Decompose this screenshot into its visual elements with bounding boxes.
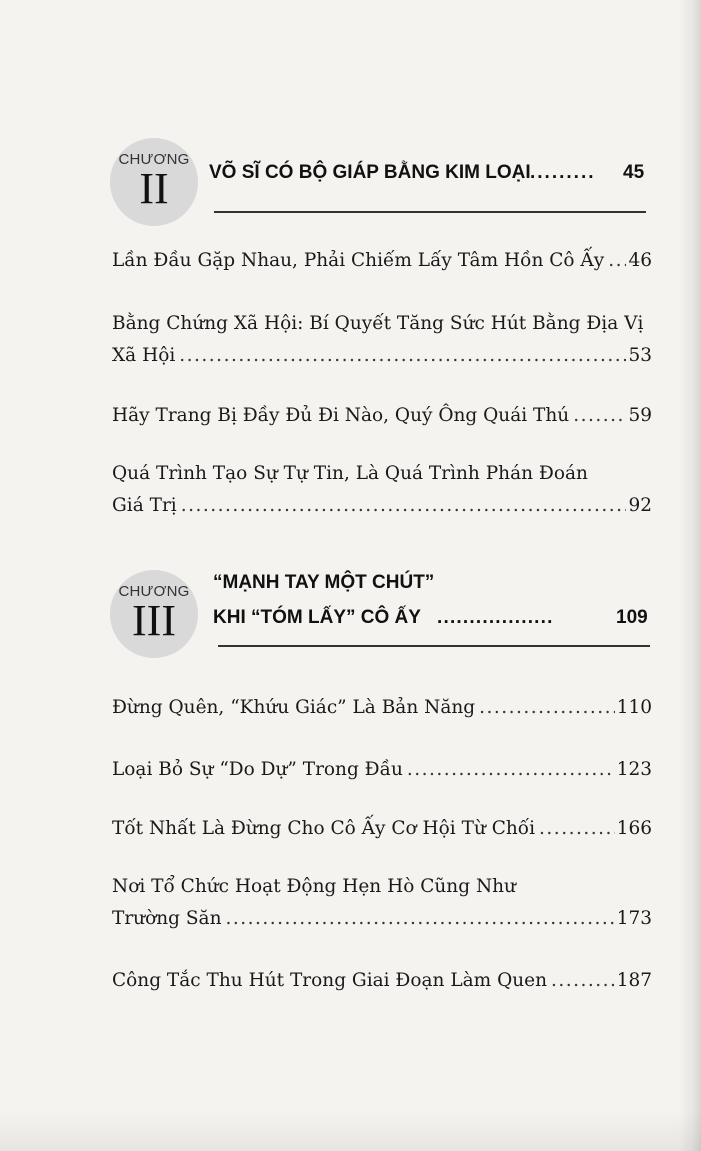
entry-page-number: 187	[616, 970, 652, 991]
entry-page-number: 166	[616, 818, 652, 839]
toc-entry[interactable]	[112, 463, 652, 525]
chapter-title-line-1: “MẠNH TAY MỘT CHÚT”	[213, 572, 435, 593]
entry-page-number: 110	[616, 697, 652, 718]
toc-entry[interactable]	[112, 697, 652, 727]
entry-title: Tốt Nhất Là Đừng Cho Cô Ấy Cơ Hội Từ Chối	[112, 818, 536, 839]
entry-title: Đừng Quên, “Khứu Giác” Là Bản Năng	[112, 697, 476, 718]
leader-dots	[539, 818, 615, 839]
entry-title: Loại Bỏ Sự “Do Dự” Trong Đầu	[112, 759, 403, 780]
chapter-leader-dots: ..................	[437, 607, 554, 628]
chapter-rule	[214, 211, 646, 213]
entry-title-line-2: Giá Trị	[112, 495, 177, 516]
toc-entry[interactable]	[112, 759, 652, 789]
bottom-shadow	[0, 1111, 701, 1151]
entry-page-number: 59	[628, 405, 652, 426]
leader-dots	[573, 405, 626, 426]
entry-page-number: 123	[616, 759, 652, 780]
leader-dots	[179, 345, 626, 366]
entry-page-number: 46	[628, 250, 652, 271]
chapter-leader-dots: .........	[530, 162, 596, 183]
leader-dots	[226, 908, 615, 929]
chapter-number: III	[132, 596, 176, 645]
entry-title-line-1: Quá Trình Tạo Sự Tự Tin, Là Quá Trình Phán Đoán	[112, 463, 588, 484]
chapter-label: CHƯƠNG	[118, 583, 190, 600]
chapter-page-number: 45	[623, 162, 645, 183]
chapter-badge	[110, 138, 198, 226]
chapter-title: VÕ SĨ CÓ BỘ GIÁP BẰNG KIM LOẠI	[209, 162, 531, 183]
chapter-badge	[110, 570, 198, 658]
entry-title-line-1: Bằng Chứng Xã Hội: Bí Quyết Tăng Sức Hút Bằng Địa Vị	[112, 313, 644, 334]
leader-dots	[551, 970, 615, 991]
entry-page-number: 53	[628, 345, 652, 366]
page-edge-shadow	[679, 0, 701, 1151]
toc-entry[interactable]	[112, 405, 652, 435]
entry-title: Hãy Trang Bị Đầy Đủ Đi Nào, Quý Ông Quái Thú	[112, 405, 570, 426]
toc-entry[interactable]	[112, 818, 652, 848]
entry-title-line-1: Nơi Tổ Chức Hoạt Động Hẹn Hò Cũng Như	[112, 876, 516, 897]
leader-dots	[479, 697, 615, 718]
chapter-title-line-2: KHI “TÓM LẤY” CÔ ẤY	[213, 607, 421, 628]
entry-page-number: 92	[628, 495, 652, 516]
leader-dots	[608, 250, 626, 271]
toc-entry[interactable]	[112, 250, 652, 280]
chapter-page-number: 109	[616, 607, 648, 628]
entry-title-line-2: Trường Săn	[112, 908, 222, 929]
leader-dots	[407, 759, 615, 780]
toc-entry[interactable]	[112, 313, 652, 375]
chapter-number: II	[139, 164, 169, 213]
toc-entry[interactable]	[112, 876, 652, 938]
chapter-rule	[218, 645, 650, 647]
chapter-label: CHƯƠNG	[118, 151, 190, 168]
entry-title-line-2: Xã Hội	[112, 345, 176, 366]
entry-title: Lần Đầu Gặp Nhau, Phải Chiếm Lấy Tâm Hồn Cô Ấy	[112, 250, 605, 271]
entry-page-number: 173	[616, 908, 652, 929]
entry-title: Công Tắc Thu Hút Trong Giai Đoạn Làm Quen	[112, 970, 548, 991]
toc-entry[interactable]	[112, 970, 652, 1000]
leader-dots	[181, 495, 627, 516]
